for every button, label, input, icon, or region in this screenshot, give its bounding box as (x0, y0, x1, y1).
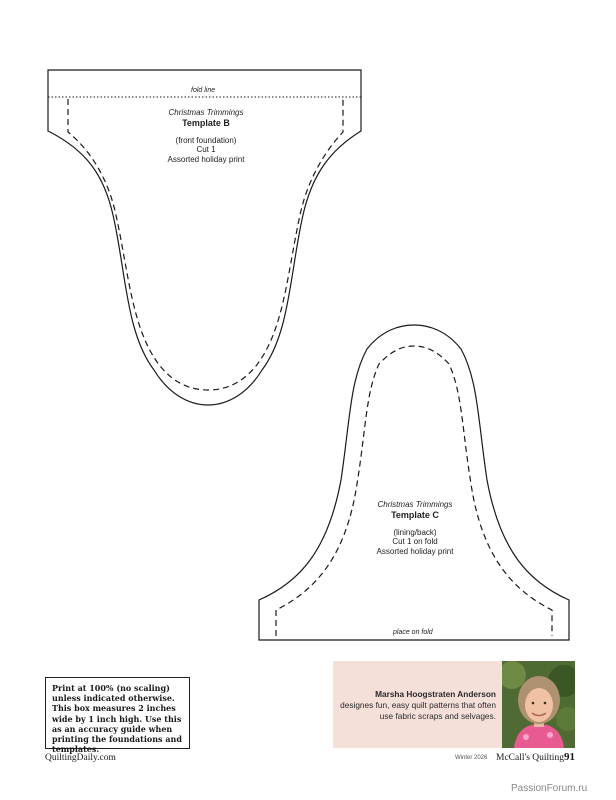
bio-author: Marsha Hoogstraten Anderson (375, 689, 496, 699)
template-c-sewing-line (276, 346, 552, 636)
template-b-fold-label: fold line (191, 87, 216, 94)
footer-magazine: McCall's Quilting (496, 753, 564, 763)
template-c-cut: Cut 1 on fold (392, 537, 438, 546)
accuracy-guide-box (45, 677, 190, 755)
designer-bio (333, 661, 575, 748)
template-c-outline (259, 325, 569, 640)
accuracy-guide-text: Print at 100% (no scaling) unless indicated otherwise. This box measures 2 inches wide by 1 inch high. Use this as an accuracy guide when printing the foundations and templates. (52, 683, 182, 755)
template-c-name: Template C (391, 509, 439, 520)
template-c-description: (lining/back) (393, 527, 437, 537)
bio-description: designes fun, easy quilt patterns that often use fabric scraps and selvages. (340, 700, 496, 721)
template-c-series: Christmas Trimmings (377, 500, 453, 509)
template-b-cut: Cut 1 (196, 145, 216, 154)
template-b-fabric: Assorted holiday print (167, 154, 245, 164)
template-b-description: (front foundation) (175, 135, 237, 145)
template-c-fabric: Assorted holiday print (376, 546, 454, 556)
template-b-name: Template B (182, 117, 230, 128)
watermark: PassionForum.ru (511, 783, 588, 794)
template-c-fold-label: place on fold (393, 629, 433, 636)
template-b-label (146, 108, 266, 164)
page-number: 91 (564, 751, 575, 763)
template-b-series: Christmas Trimmings (168, 108, 244, 117)
template-c-label (355, 500, 475, 556)
footer-site: QuiltingDaily.com (45, 753, 116, 763)
designer-photo (502, 661, 575, 748)
footer-issue: Winter 2026 (455, 755, 488, 761)
bio-text-block (333, 689, 496, 722)
